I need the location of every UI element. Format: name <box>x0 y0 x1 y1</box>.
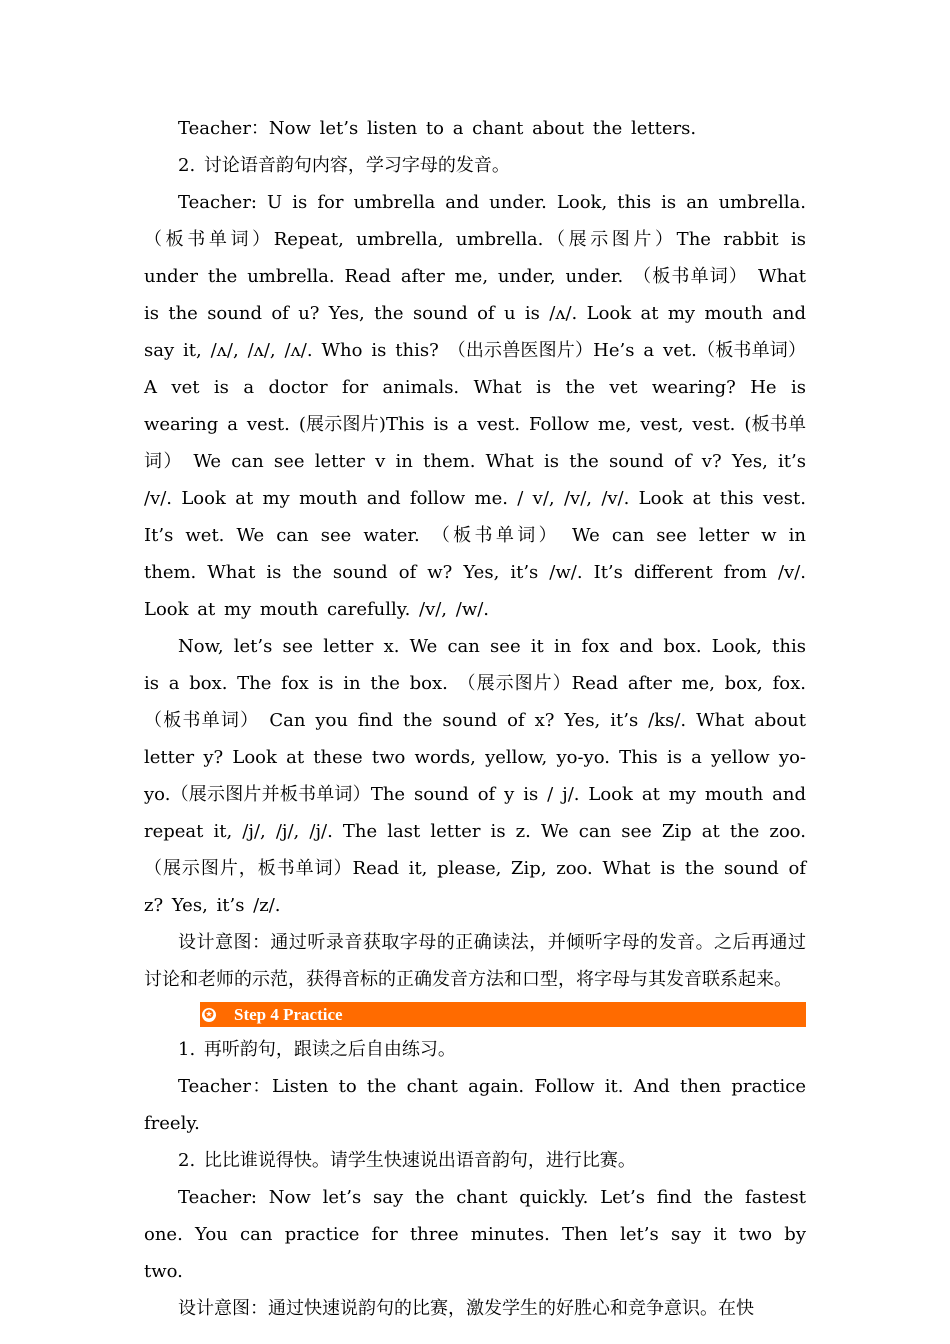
design-intent-1: 设计意图：通过听录音获取字母的正确读法，并倾听字母的发音。之后再通过讨论和老师的示范，获得音标的正确发音方法和口型，将字母与其发音联系起来。 <box>144 932 806 990</box>
design-intent-2: 设计意图：通过快速说韵句的比赛，激发学生的好胜心和竞争意识。在快 <box>178 1298 754 1319</box>
practice-teacher-1: Teacher：Listen to the chant again. Follow it. And then practice freely. <box>144 1076 806 1134</box>
document-body <box>144 110 806 1327</box>
practice-item-2: 2. 比比谁说得快。请学生快速说出语音韵句，进行比赛。 <box>178 1150 636 1171</box>
practice-teacher-2: Teacher: Now let’s say the chant quickly. Let’s find the fastest one. You can practice for three minutes. Then let’s say it two by two. <box>144 1187 806 1282</box>
activity-2-heading: 2. 讨论语音韵句内容，学习字母的发音。 <box>178 155 510 176</box>
star-circle-icon: ✪ <box>202 1008 216 1022</box>
practice-item-1: 1. 再听韵句，跟读之后自由练习。 <box>178 1039 456 1060</box>
teacher-intro: Teacher：Now let’s listen to a chant about the letters. <box>178 118 697 139</box>
teacher-dialogue-u-v-w: Teacher: U is for umbrella and under. Look, this is an umbrella.（板书单词）Repeat, umbrella, umbrella.（展示图片）The rabbit is under the umbrella. Read after me, under, under. （板书单词） What is the sound of u? Yes, the sound of u is /ʌ/. Look at my mouth and say it, /ʌ/, /ʌ/, /ʌ/. Who is this? （出示兽医图片）He’s a vet.（板书单词） A vet is a doctor for animals. What is the vet wearing? He is wearing a vest. (展示图片)This is a vest. Follow me, vest, vest. (板书单词） We can see letter v in them. What is the sound of v? Yes, it’s /v/. Look at my mouth and follow me. / v/, /v/, /v/. Look at this vest. It’s wet. We can see water. （板书单词） We can see letter w in them. What is the sound of w? Yes, it’s /w/. It’s different from /v/. Look at my mouth carefully. /v/, /w/. <box>144 192 806 620</box>
step-4-header <box>200 1002 806 1027</box>
step-4-label: Step 4 Practice <box>234 1004 343 1024</box>
teacher-dialogue-x-y-z: Now, let’s see letter x. We can see it in fox and box. Look, this is a box. The fox is in the box. （展示图片）Read after me, box, fox.（板书单词） Can you find the sound of x? Yes, it’s /ks/. What about letter y? Look at these two words, yellow, yo-yo. This is a yellow yo-yo.（展示图片并板书单词）The sound of y is / j/. Look at my mouth and repeat it, /j/, /j/, /j/. The last letter is z. We can see Zip at the zoo. （展示图片，板书单词）Read it, please, Zip, zoo. What is the sound of z? Yes, it’s /z/. <box>144 636 806 916</box>
